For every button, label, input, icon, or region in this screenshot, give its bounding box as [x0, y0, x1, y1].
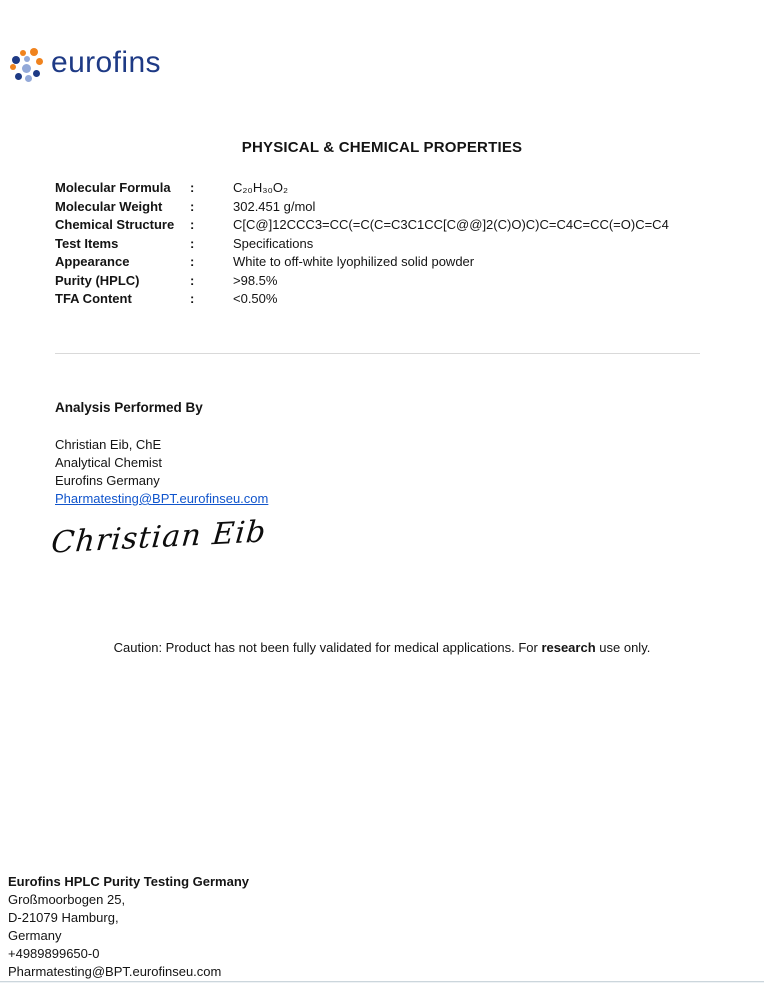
caution-emphasis: research — [541, 640, 596, 655]
logo-dot — [15, 73, 22, 80]
table-row — [55, 216, 735, 235]
eurofins-logo-text: eurofins — [51, 46, 161, 79]
caution-note — [0, 640, 764, 655]
property-label: Chemical Structure — [55, 217, 175, 232]
caution-text: Caution: Product has not been fully validated for medical applications. For — [113, 640, 542, 655]
property-value: White to off-white lyophilized solid powder — [233, 254, 475, 269]
footer-company: Eurofins HPLC Purity Testing Germany — [8, 874, 250, 889]
eurofins-logo-icon — [10, 48, 47, 85]
signature: Christian Eib — [49, 514, 268, 561]
property-value: Specifications — [233, 235, 314, 251]
analyst-company: Eurofins Germany — [55, 473, 160, 488]
properties-table — [55, 179, 735, 309]
property-value: <0.50% — [233, 291, 278, 306]
logo-dot — [12, 56, 20, 64]
logo-dot — [36, 58, 43, 65]
property-value: C[C@]12CCC3=CC(=C(C=C3C1CC[C@@]2(C)O)C)C=C4C=CC(=O)C=C4 — [233, 217, 669, 232]
property-label: Molecular Formula — [55, 180, 171, 195]
property-separator: : — [190, 291, 195, 306]
horizontal-divider — [55, 353, 700, 354]
eurofins-logo — [10, 44, 161, 85]
logo-dot — [20, 50, 26, 56]
footer-email: Pharmatesting@BPT.eurofinseu.com — [8, 964, 222, 979]
property-separator: : — [190, 272, 195, 288]
analyst-role: Analytical Chemist — [55, 455, 162, 470]
page-title: PHYSICAL & CHEMICAL PROPERTIES — [241, 139, 523, 156]
analyst-email-link[interactable]: Pharmatesting@BPT.eurofinseu.com — [55, 491, 269, 506]
logo-dot — [25, 75, 32, 82]
logo-dot — [10, 64, 16, 70]
analyst-name: Christian Eib, ChE — [55, 437, 162, 452]
table-row — [55, 253, 735, 272]
property-label: Test Items — [55, 235, 119, 251]
property-value: C₂₀H₃₀O₂ — [233, 180, 289, 195]
table-row — [55, 235, 735, 254]
property-label: Purity (HPLC) — [55, 272, 140, 288]
footer-address — [8, 873, 249, 981]
table-row — [55, 179, 735, 198]
caution-text-end: use only. — [595, 640, 651, 655]
logo-dot — [30, 48, 38, 56]
property-label: Molecular Weight — [55, 198, 163, 214]
property-value: 302.451 g/mol — [233, 198, 316, 214]
analysis-heading: Analysis Performed By — [55, 400, 203, 415]
property-label: TFA Content — [55, 291, 132, 306]
property-separator: : — [190, 180, 195, 195]
footer-phone: +4989899650-0 — [8, 946, 100, 961]
footer-city: D-21079 Hamburg, — [8, 910, 119, 925]
property-separator: : — [190, 235, 195, 251]
property-separator: : — [190, 198, 195, 214]
property-label: Appearance — [55, 254, 130, 269]
footer-street: Großmoorbogen 25, — [8, 892, 126, 907]
table-row — [55, 198, 735, 217]
logo-dot — [22, 64, 31, 73]
logo-dot — [33, 70, 40, 77]
property-separator: : — [190, 254, 195, 269]
property-separator: : — [190, 217, 195, 232]
table-row — [55, 290, 735, 309]
logo-dot — [24, 56, 30, 62]
property-value: >98.5% — [233, 272, 278, 288]
analyst-contact-block — [55, 436, 268, 508]
table-row — [55, 272, 735, 291]
footer-country: Germany — [8, 928, 62, 943]
